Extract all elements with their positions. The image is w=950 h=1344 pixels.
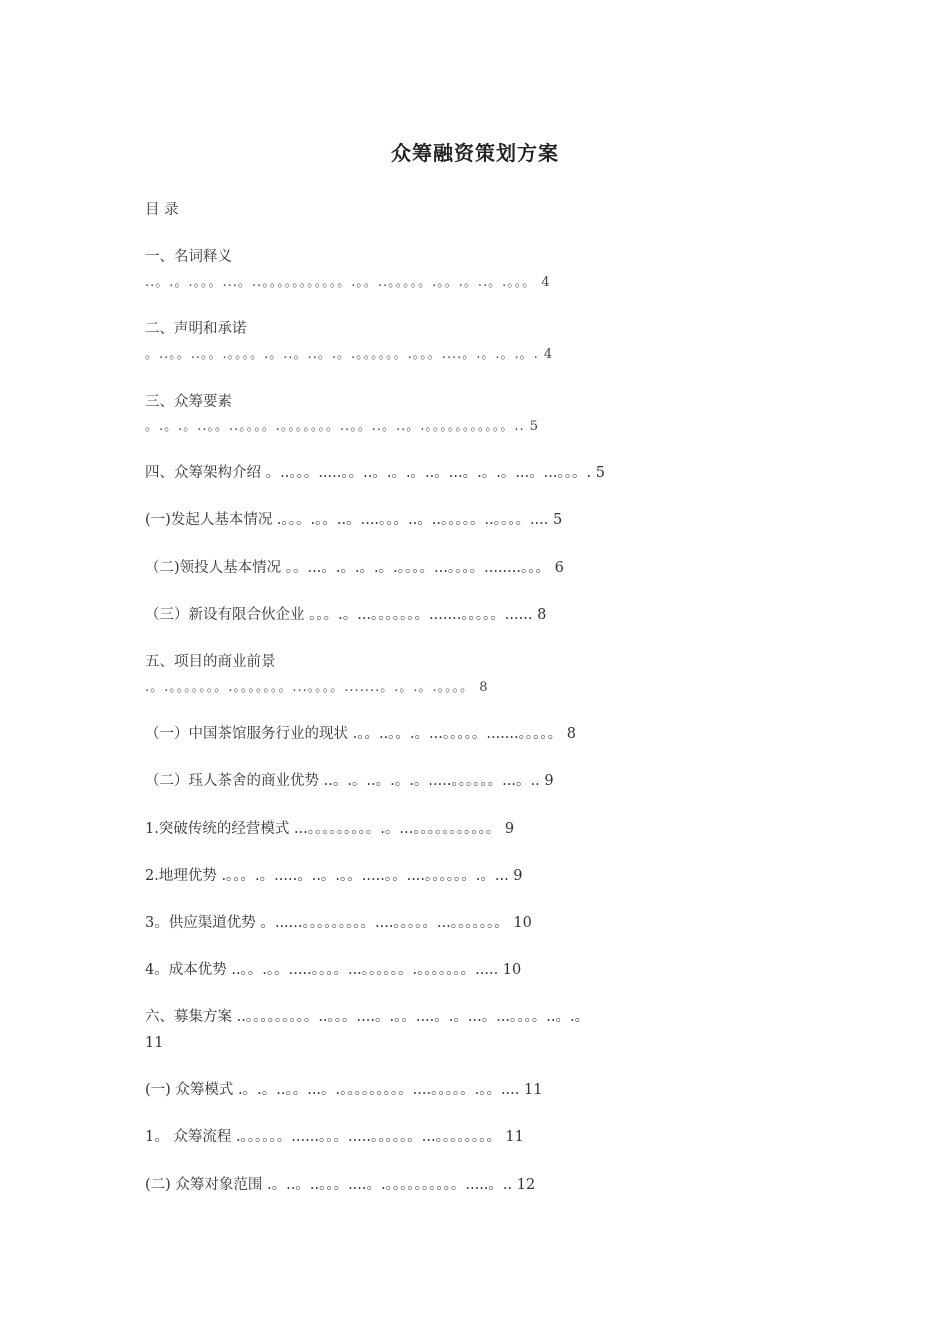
- document-title: 众筹融资策划方案: [391, 141, 559, 165]
- toc-entry-fundraising: 六、募集方案 ..。。。。。。。。。..。。。....。.。。....。.。...。...。。。。..。.。: [145, 1009, 590, 1025]
- toc-entry-initiator: (一)发起人基本情况 .。。。.。。..。....。。。..。..。。。。。..。。。。.... 5: [145, 512, 563, 528]
- toc-entry-structure: 四、众筹架构介绍 。..。。。.....。。..。.。.。..。...。.。.。...。...。。。. 5: [145, 465, 605, 481]
- toc-entry-crowdfunding-scope: (二) 众筹对象范围 .。..。..。。。....。.。。。。。。。。。。.....。.. 12: [145, 1177, 536, 1193]
- toc-entry-elements: 三、众筹要素: [145, 394, 232, 410]
- toc-entry-declaration: 二、声明和承诺: [145, 321, 247, 337]
- toc-entry-crowdfunding-model: (一) 众筹模式 .。.。..。。...。.。。。。。。。。。....。。。。。.。。.... 11: [145, 1082, 543, 1098]
- toc-entry-business-model: 1.突破传统的经营模式 ...。。。。。。。。。.。...。。。。。。。。。。。 9: [145, 821, 515, 837]
- toc-leader-prospects: .。.。。。。。。。.。。。。。。。...。。。。.......。.。.。.。。。。 8: [145, 680, 489, 695]
- toc-entry-industry-status: （一）中国茶馆服务行业的现状 .。。..。。.。...。。。。。.......。。。。。 8: [145, 726, 576, 742]
- toc-heading: 目 录: [145, 202, 179, 218]
- toc-leader-terms: ..。.。.。。。...。..。。。。。。。。。。。.。。..。。。。。.。。.。..。.。。。 4: [145, 275, 551, 290]
- toc-entry-location: 2.地理优势 .。。。.。.....。..。.。。.....。。....。。。。。。.。... 9: [145, 868, 523, 884]
- toc-entry-cost: 4。成本优势 ..。。.。。.....。。。。...。。。。。。.。。。。。。。..... 10: [145, 962, 522, 978]
- toc-leader-declaration: 。..。。..。。.。。。。.。..。..。.。.。。。。。。.。。。....。.。.。.。. 4: [145, 347, 554, 362]
- toc-entry-prospects: 五、项目的商业前景: [145, 654, 276, 670]
- toc-entry-terms: 一、名词释义: [145, 249, 232, 265]
- toc-page-fundraising: 11: [145, 1035, 164, 1051]
- toc-entry-advantages: （二）珏人茶舍的商业优势 ..。.。..。.。.。.....。。。。。。...。.. 9: [145, 773, 554, 789]
- toc-entry-crowdfunding-process: 1。 众筹流程 .。。。。。。......。。。.....。。。。。。...。。。。。。。。 11: [145, 1129, 524, 1145]
- toc-entry-supply: 3。供应渠道优势 。......。。。。。。。。。....。。。。。...。。。。。。。 10: [145, 915, 532, 931]
- toc-leader-elements: 。.。.。..。。..。。。。.。。。。。。。..。。..。..。.。。。。。。。。。。。.. 5: [145, 419, 540, 434]
- toc-entry-partnership: （三）新设有限合伙企业 。。。.。...。。。。。。。.......。。。。。...... 8: [145, 607, 547, 623]
- toc-entry-lead-investor: （二)领投人基本情况 。。...。.。.。.。.。。。。...。。。。........。。。 6: [145, 560, 564, 576]
